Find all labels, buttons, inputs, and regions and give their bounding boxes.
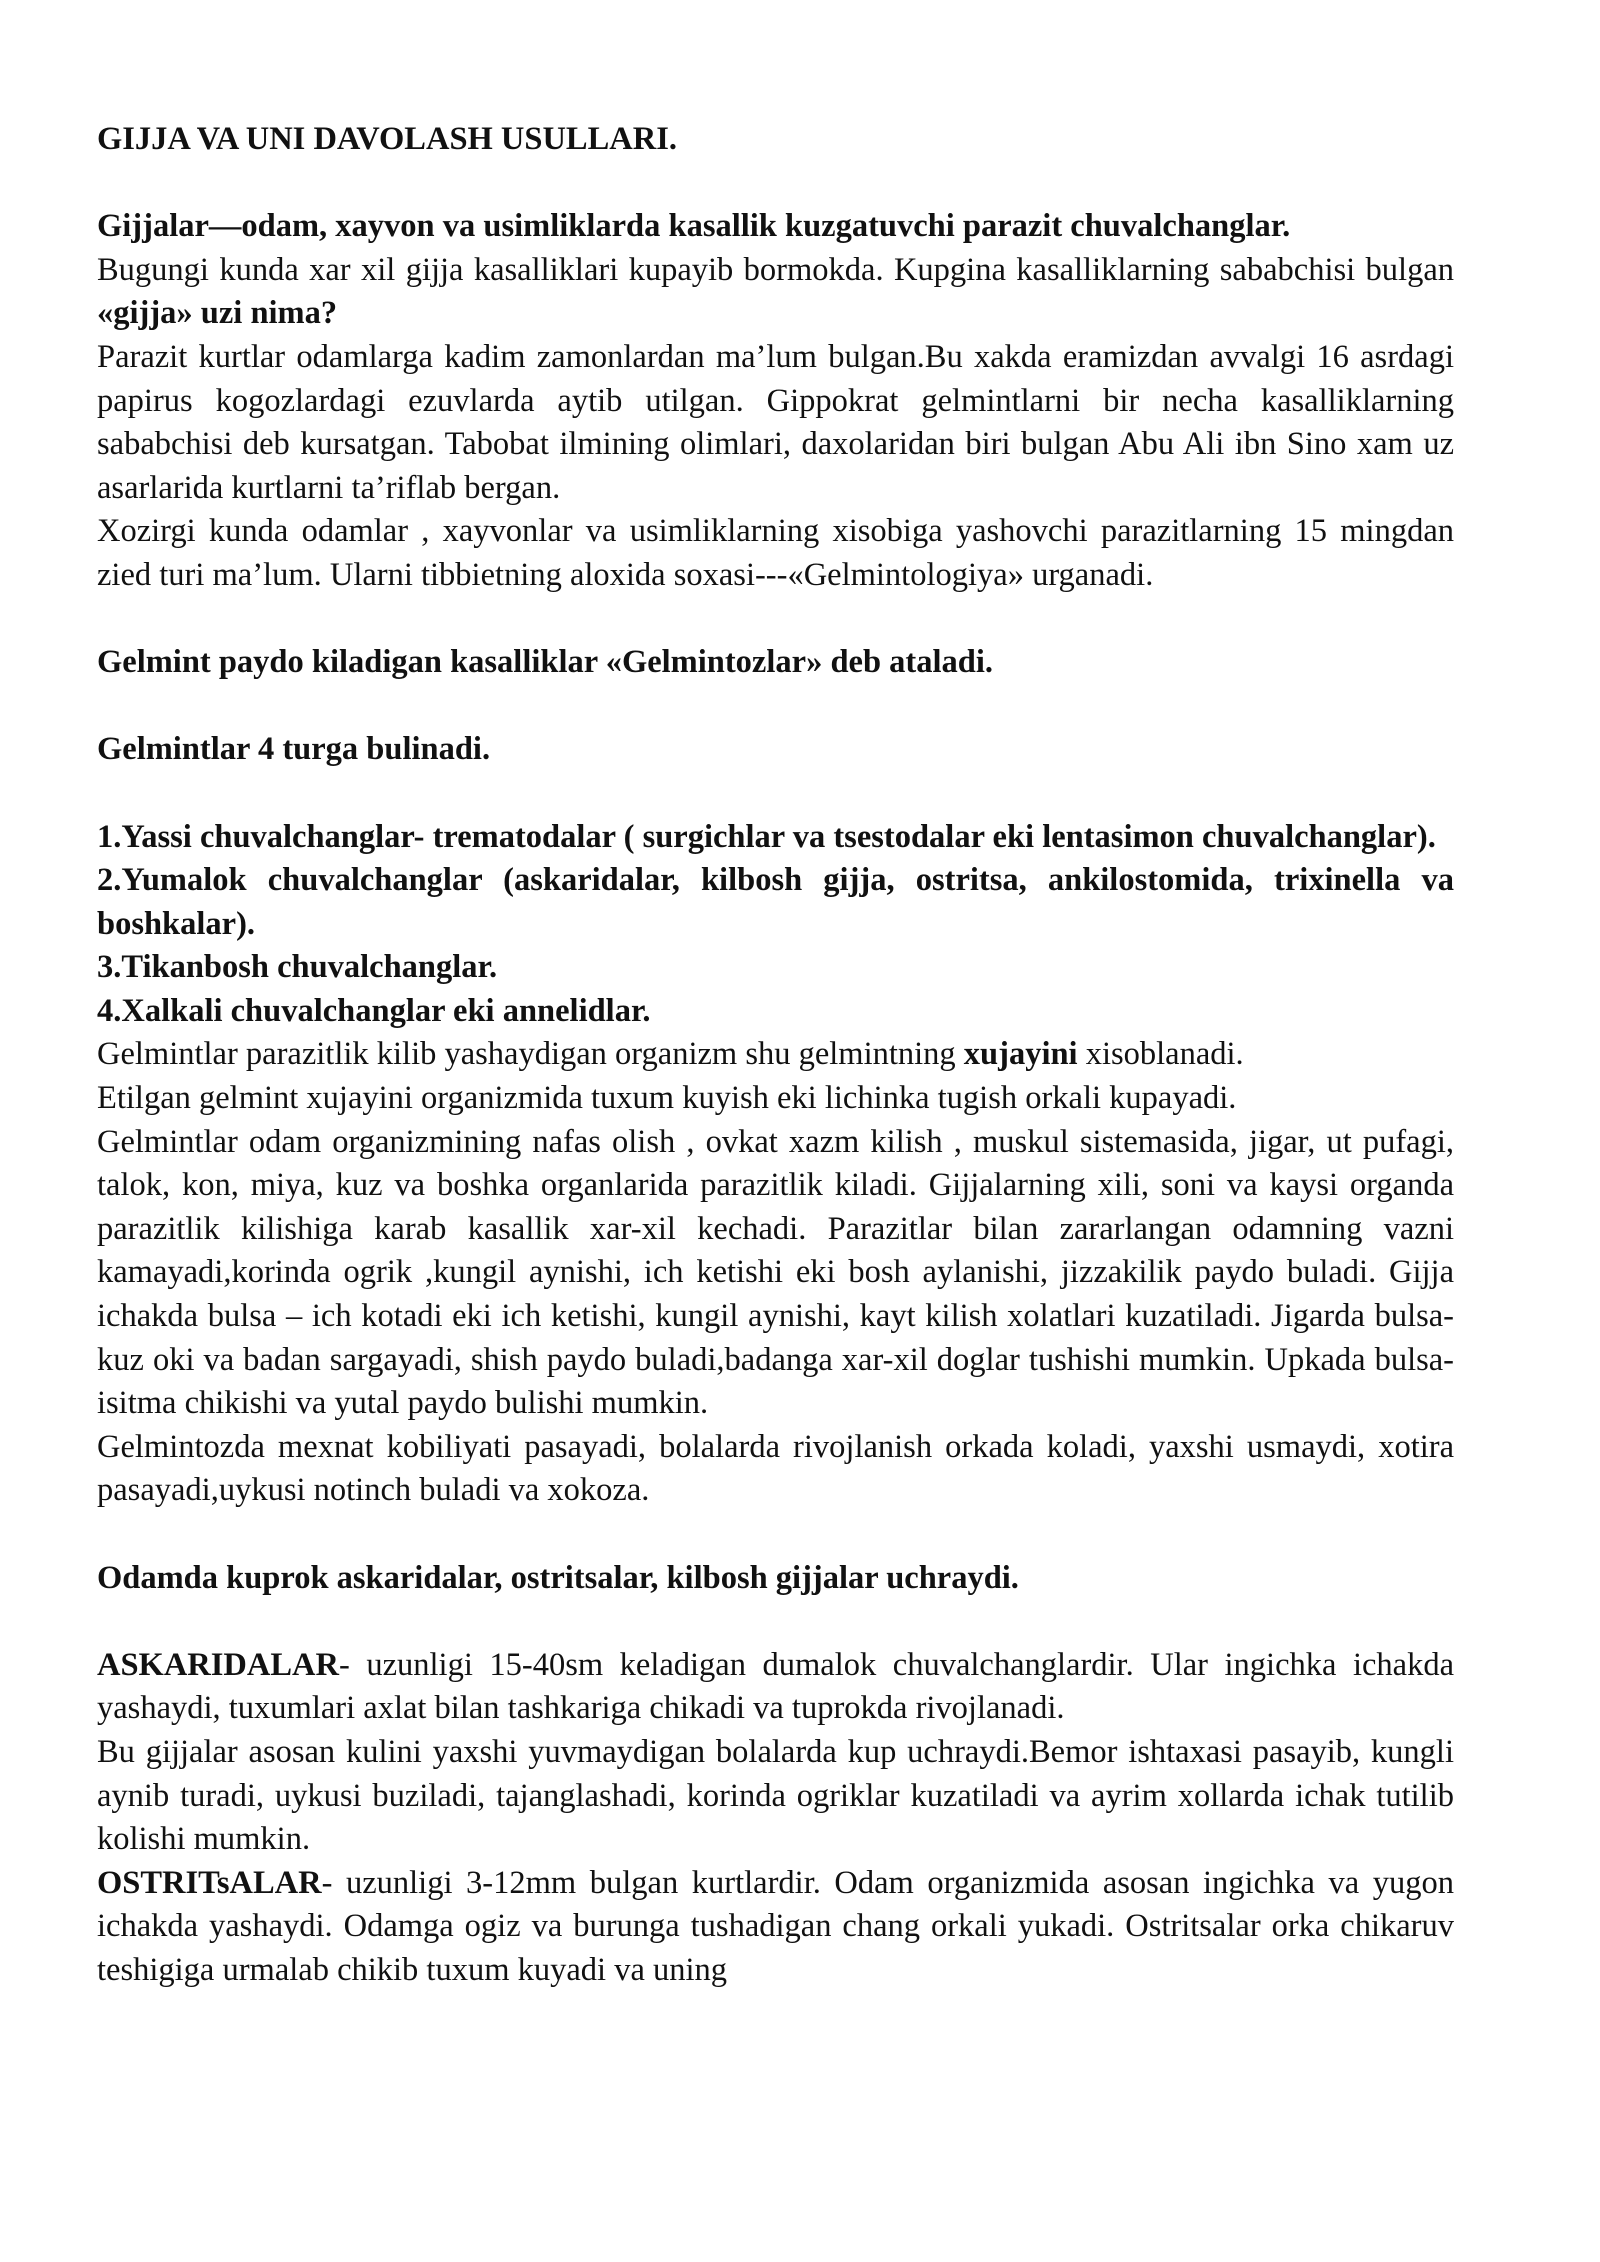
paragraph-6: Gelmintlar odam organizmining nafas olish , ovkat xazm kilish , muskul sistemasida, jigar, ut pufagi, talok, kon, miya, kuz va boshka organlarida parazitlik kiladi. Gijjalarning xili, soni va kaysi organda parazitlik kilishiga karab kasallik xar-xil kechadi. Parazitlar bilan zararlangan odamning vazni kamayadi,korinda ogrik ,kungil aynishi, ich ketishi eki bosh aylanishi, jizzakilik paydo buladi. Gijja ichakda bulsa – ich kotadi eki ich ketishi, kungil aynishi, kayt kilish xolatlari kuzatiladi. Jigarda bulsa-kuz oki va badan sargayadi, shish paydo buladi,badanga xar-xil doglar tushishi mumkin. Upkada bulsa- isitma chikishi va yutal paydo bulishi mumkin. bbox=[97, 1123, 1454, 1422]
spacer bbox=[97, 598, 1454, 642]
list-item-2-text: 2.Yumalok chuvalchanglar (askaridalar, kilbosh gijja, ostritsa, ankilostomida, trixinella va boshkalar). bbox=[97, 862, 1454, 942]
heading-odamda-text: Odamda kuprok askaridalar, ostritsalar, kilbosh gijjalar uchraydi. bbox=[97, 1559, 1019, 1596]
paragraph-1 bbox=[97, 249, 1454, 336]
intro-text: Gijjalar—odam, xayvon va usimliklarda kasallik kuzgatuvchi parazit chuvalchanglar. bbox=[97, 208, 1291, 245]
list-item-1-text: 1.Yassi chuvalchanglar- trematodalar ( surgichlar va tsestodalar eki lentasimon chuvalchanglar). bbox=[97, 818, 1436, 855]
paragraph-ostritsalar bbox=[97, 1862, 1454, 1993]
list-item-3 bbox=[97, 946, 1454, 990]
paragraph-3: Xozirgi kunda odamlar , xayvonlar va usimliklarning xisobiga yashovchi parazitlarning 15 mingdan zied turi ma’lum. Ularni tibbietning aloxida soxasi---«Gelmintologiya» urganadi. bbox=[97, 513, 1454, 593]
title-text: GIJJA VA UNI DAVOLASH USULLARI. bbox=[97, 121, 678, 157]
ostritsalar-term: OSTRITsALAR bbox=[97, 1864, 322, 1901]
paragraph-askaridalar bbox=[97, 1644, 1454, 1731]
intro-paragraph bbox=[97, 205, 1454, 249]
spacer bbox=[97, 1600, 1454, 1644]
list-item-4-text: 4.Xalkali chuvalchanglar eki annelidlar. bbox=[97, 992, 651, 1029]
heading-4-turga-text: Gelmintlar 4 turga bulinadi. bbox=[97, 731, 491, 768]
list-item-3-text: 3.Tikanbosh chuvalchanglar. bbox=[97, 949, 498, 986]
paragraph-4-text-c: xisoblanadi. bbox=[1077, 1036, 1244, 1073]
spacer bbox=[97, 162, 1454, 206]
paragraph-5: Etilgan gelmint xujayini organizmida tuxum kuyish eki lichinka tugish orkali kupayadi. bbox=[97, 1080, 1237, 1117]
paragraph-2: Parazit kurtlar odamlarga kadim zamonlardan ma’lum bulgan.Bu xakda eramizdan avvalgi 16 asrdagi papirus kogozlardagi ezuvlarda aytib utilgan. Gippokrat gelmintlarni bir necha kasalliklarning sababchisi deb kursatgan. Tabobat ilmining olimlari, daxolaridan biri bulgan Abu Ali ibn Sino xam uz asarlarida kurtlarni ta’riflab bergan. bbox=[97, 338, 1454, 506]
list-item-2 bbox=[97, 859, 1454, 946]
paragraph-8: Bu gijjalar asosan kulini yaxshi yuvmaydigan bolalarda kup uchraydi.Bemor ishtaxasi pasayib, kungli aynib turadi, uykusi buziladi, tajanglashadi, korinda ogriklar kuzatiladi va ayrim xollarda ichak tutilib kolishi mumkin. bbox=[97, 1733, 1454, 1858]
askaridalar-term: ASKARIDALAR bbox=[97, 1646, 339, 1683]
askaridalar-text: - uzunligi 15-40sm keladigan dumalok chuvalchanglardir. Ular ingichka ichakda yashaydi, tuxumlari axlat bilan tashkariga chikadi va tuprokda rivojlanadi. bbox=[97, 1646, 1454, 1727]
heading-gelmintozlar bbox=[97, 641, 1454, 685]
heading-4-turga bbox=[97, 728, 1454, 772]
paragraph-1-text: Bugungi kunda xar xil gijja kasalliklari kupayib bormokda. Kupgina kasalliklarning sababchisi bulgan bbox=[97, 251, 1454, 288]
heading-odamda bbox=[97, 1557, 1454, 1601]
spacer bbox=[97, 685, 1454, 729]
document-title bbox=[97, 118, 1454, 162]
spacer bbox=[97, 772, 1454, 816]
paragraph-4 bbox=[97, 1033, 1454, 1077]
paragraph-1-bold: «gijja» uzi nima? bbox=[97, 295, 338, 332]
paragraph-4-bold: xujayini bbox=[963, 1036, 1078, 1073]
heading-gelmintozlar-text: Gelmint paydo kiladigan kasalliklar «Gelmintozlar» deb ataladi. bbox=[97, 644, 993, 681]
paragraph-4-text-a: Gelmintlar parazitlik kilib yashaydigan organizm shu gelmintning bbox=[97, 1036, 964, 1073]
ostritsalar-text: - uzunligi 3-12mm bulgan kurtlardir. Odam organizmida asosan ingichka va yugon ichakda yashaydi. Odamga ogiz va burunga tushadigan chang orkali yukadi. Ostritsalar orka chikaruv teshigiga urmalab chikib tuxum kuyadi va uning bbox=[97, 1864, 1454, 1988]
list-item-4 bbox=[97, 990, 1454, 1034]
spacer bbox=[97, 1513, 1454, 1557]
paragraph-7: Gelmintozda mexnat kobiliyati pasayadi, bolalarda rivojlanish orkada koladi, yaxshi usmaydi, xotira pasayadi,uykusi notinch buladi va xokoza. bbox=[97, 1428, 1454, 1509]
list-item-1 bbox=[97, 816, 1454, 860]
